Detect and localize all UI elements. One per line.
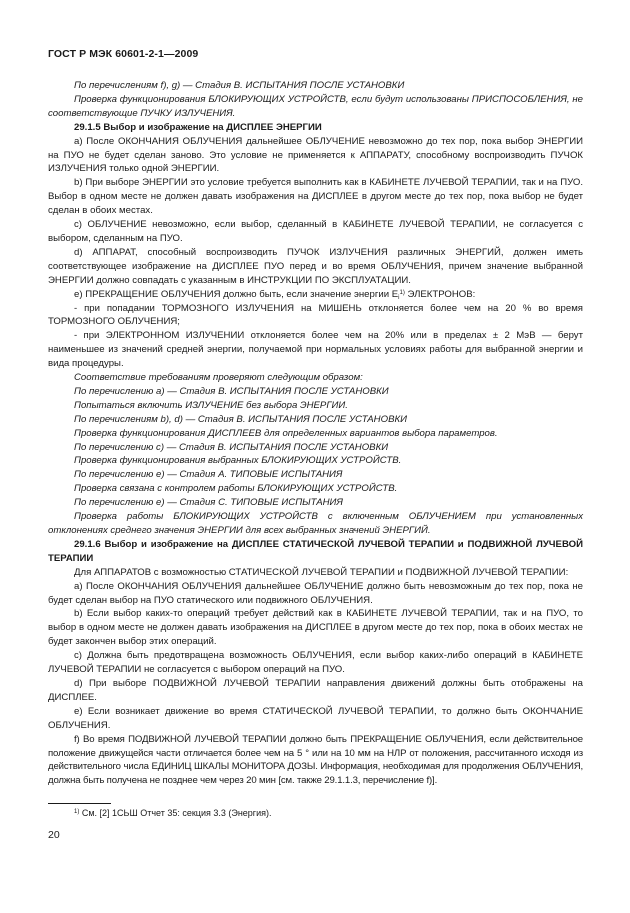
paragraph: По перечислению е) — Стадия А. ТИПОВЫЕ ИСПЫТАНИЯ: [74, 469, 343, 481]
energy-subscript: i: [398, 294, 400, 301]
paragraph: с) Должна быть предотвращена возможность ОБЛУЧЕНИЯ, если выбор каких-либо операций в КАБИНЕТЕ ЛУЧЕВОЙ ТЕРАПИИ не согласуется с выбором операций на ПУО.: [48, 650, 583, 676]
document-header: ГОСТ Р МЭК 60601-2-1—2009: [48, 48, 199, 60]
paragraph: а) После ОКОНЧАНИЯ ОБЛУЧЕНИЯ дальнейшее ОБЛУЧЕНИЕ невозможно до тех пор, пока выбор ЭНЕРГИИ на ПУО не будет сделан заново. Это условие не применяется к АППАРАТУ, способному воспроизводить ПУЧОК ИЗЛУЧЕНИЯ только одной ЭНЕРГИИ.: [48, 135, 583, 175]
paragraph: Попытаться включить ИЗЛУЧЕНИЕ без выбора ЭНЕРГИИ.: [74, 399, 348, 411]
paragraph: Проверка работы БЛОКИРУЮЩИХ УСТРОЙСТВ с включенным ОБЛУЧЕНИЕМ при установленных отклонениях среднего значения ЭНЕРГИИ для всех выбранных значений ЭНЕРГИЙ.: [48, 511, 583, 536]
paragraph: Проверка функционирования ДИСПЛЕЕВ для определенных вариантов выбора параметров.: [74, 427, 498, 439]
paragraph: b) При выборе ЭНЕРГИИ это условие требуется выполнить как в КАБИНЕТЕ ЛУЧЕВОЙ ТЕРАПИИ, так и на ПУО. Выбор в одном месте не должен давать изображения на ДИСПЛЕЕ в другом месте до тех пор, пока выбор не будет сделан в обоих местах.: [48, 177, 583, 217]
paragraph: Проверка функционирования выбранных БЛОКИРУЮЩИХ УСТРОЙСТВ.: [74, 455, 402, 467]
paragraph: е) Если возникает движение во время СТАТИЧЕСКОЙ ЛУЧЕВОЙ ТЕРАПИИ, то должно быть ОКОНЧАНИЕ ОБЛУЧЕНИЯ.: [48, 705, 583, 731]
paragraph: По перечислениям b), d) — Стадия В. ИСПЫТАНИЯ ПОСЛЕ УСТАНОВКИ: [74, 413, 407, 425]
paragraph: По перечислению с) — Стадия В. ИСПЫТАНИЯ ПОСЛЕ УСТАНОВКИ: [74, 441, 389, 453]
footnote-text: См. [2] 1СЬШ Отчет 35: секция 3.3 (Энергия).: [79, 808, 272, 818]
document-body: [48, 79, 583, 788]
energy-text-a: е) ПРЕКРАЩЕНИЕ ОБЛУЧЕНИЯ должно быть, если значение энергии E: [74, 288, 399, 300]
footnote-ref: 1): [399, 289, 405, 296]
paragraph: По перечислению е) — Стадия С. ТИПОВЫЕ ИСПЫТАНИЯ: [74, 497, 343, 509]
footnote-divider: [48, 803, 111, 804]
paragraph: По перечислениям f), g) — Стадия В. ИСПЫТАНИЯ ПОСЛЕ УСТАНОВКИ: [74, 80, 405, 91]
energy-text-b: ЭЛЕКТРОНОВ:: [404, 288, 476, 300]
section-heading: 29.1.5 Выбор и изображение на ДИСПЛЕЕ ЭНЕРГИИ: [74, 121, 322, 133]
paragraph: с) ОБЛУЧЕНИЕ невозможно, если выбор, сделанный в КАБИНЕТЕ ЛУЧЕВОЙ ТЕРАПИИ, не согласуется с выбором, сделанным на ПУО.: [48, 219, 583, 244]
paragraph: а) После ОКОНЧАНИЯ ОБЛУЧЕНИЯ дальнейшее ОБЛУЧЕНИЕ должно быть невозможным до тех пор, пока не будет сделан выбор на ПУО статического или подвижного ОБЛУЧЕНИЯ.: [48, 580, 583, 606]
paragraph: Для АППАРАТОВ с возможностью СТАТИЧЕСКОЙ ЛУЧЕВОЙ ТЕРАПИИ и ПОДВИЖНОЙ ЛУЧЕВОЙ ТЕРАПИИ:: [74, 566, 569, 578]
footnote-marker: 1): [74, 809, 80, 815]
paragraph: Соответствие требованиям проверяют следующим образом:: [74, 372, 363, 384]
paragraph: d) При выборе ПОДВИЖНОЙ ЛУЧЕВОЙ ТЕРАПИИ направления движений должны быть отображены на ДИСПЛЕЕ.: [48, 677, 583, 703]
paragraph: - при попадании ТОРМОЗНОГО ИЗЛУЧЕНИЯ на МИШЕНЬ отклоняется более чем на 20 % во время ТОРМОЗНОГО ОБЛУЧЕНИЯ;: [48, 302, 583, 328]
paragraph: Проверка функционирования БЛОКИРУЮЩИХ УСТРОЙСТВ, если будут использованы ПРИСПОСОБЛЕНИЯ, не соответствующие ПУЧКУ ИЗЛУЧЕНИЯ.: [48, 93, 583, 119]
section-heading: 29.1.6 Выбор и изображение на ДИСПЛЕЕ СТАТИЧЕСКОЙ ЛУЧЕВОЙ ТЕРАПИИ и ПОДВИЖНОЙ ЛУЧЕВОЙ ТЕРАПИИ: [48, 538, 583, 564]
paragraph-energy: [48, 288, 583, 302]
paragraph: - при ЭЛЕКТРОННОМ ИЗЛУЧЕНИИ отклоняется более чем на 20% или в пределах ± 2 МэВ — берут наименьшее из значений средней энергии, получаемой при нормальных условиях работы для выбранной энергии и вида процедуры.: [48, 330, 583, 370]
paragraph: f) Во время ПОДВИЖНОЙ ЛУЧЕВОЙ ТЕРАПИИ должно быть ПРЕКРАЩЕНИЕ ОБЛУЧЕНИЯ, если действительное положение движущейся части отличается более чем на 5 ° или на 10 мм на НЛР от положения, рассчитанного исходя из действительного числа ЕДИНИЦ ШКАЛЫ МОНИТОРА ДОЗЫ. Информация, необходимая для продолжения ОБЛУЧЕНИЯ, должна быть получена не позднее чем через 20 мин [см. также 29.1.1.3, перечисление f)].: [48, 733, 583, 787]
footnote: [74, 807, 272, 821]
paragraph: По перечислению а) — Стадия В. ИСПЫТАНИЯ ПОСЛЕ УСТАНОВКИ: [74, 385, 389, 397]
paragraph: b) Если выбор каких-то операций требует действий как в КАБИНЕТЕ ЛУЧЕВОЙ ТЕРАПИИ, так и на ПУО, то выбор в одном месте не должен давать изображения на ДИСПЛЕЕ в другом месте до тех пор, пока в обоих местах не будет закончен выбор этих операций.: [48, 608, 583, 648]
page-number: 20: [48, 829, 60, 841]
paragraph: Проверка связана с контролем работы БЛОКИРУЮЩИХ УСТРОЙСТВ.: [74, 483, 398, 495]
paragraph: d) АППАРАТ, способный воспроизводить ПУЧОК ИЗЛУЧЕНИЯ различных ЭНЕРГИЙ, должен иметь соответствующее изображение на ДИСПЛЕЕ ПУО перед и во время ОБЛУЧЕНИЯ, причем значение выбранной ЭНЕРГИИ должно совпадать с указанным в ИНСТРУКЦИИ ПО ЭКСПЛУАТАЦИИ.: [48, 246, 583, 286]
